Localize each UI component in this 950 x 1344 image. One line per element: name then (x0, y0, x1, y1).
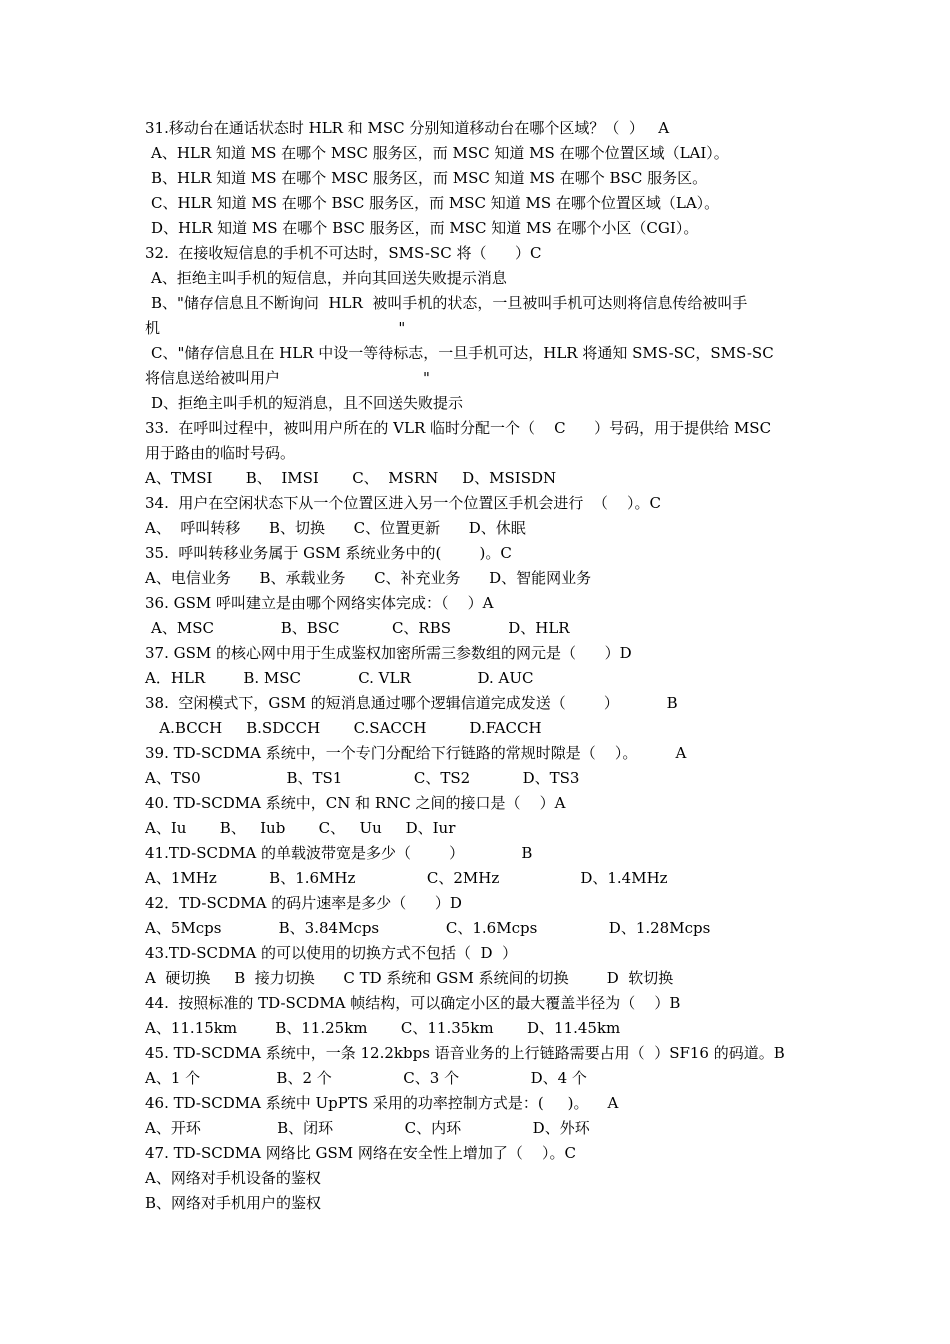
question-31: 31.移动台在通话状态时 HLR 和 MSC 分别知道移动台在哪个区域？（ ） A (145, 119, 670, 137)
option-line: D、拒绝主叫手机的短消息，且不回送失败提示 (151, 394, 464, 412)
question-37: 37. GSM 的核心网中用于生成鉴权加密所需三参数组的网元是（ ）D (145, 644, 632, 662)
options-row: A、电信业务 B、承载业务 C、补充业务 D、智能网业务 (145, 569, 592, 587)
options-row: A 硬切换 B 接力切换 C TD 系统和 GSM 系统间的切换 D 软切换 (145, 969, 674, 987)
options-row: A．HLR B. MSC C. VLR D. AUC (145, 669, 534, 687)
options-row: A、11.15km B、11.25km C、11.35km D、11.45km (145, 1019, 621, 1037)
question-33: 33. 在呼叫过程中，被叫用户所在的 VLR 临时分配一个（ C ）号码，用于提供给 MSC (145, 419, 772, 437)
option-line: A、HLR 知道 MS 在哪个 MSC 服务区，而 MSC 知道 MS 在哪个位置区域（LAI）。 (151, 144, 729, 162)
options-row: A、1 个 B、2 个 C、3 个 D、4 个 (145, 1069, 587, 1087)
option-line-continued: 将信息送给被叫用户 " (145, 369, 430, 387)
option-line: C、HLR 知道 MS 在哪个 BSC 服务区，而 MSC 知道 MS 在哪个位置区域（LA）。 (151, 194, 720, 212)
options-row: A、TS0 B、TS1 C、TS2 D、TS3 (145, 769, 580, 787)
option-line: B、网络对手机用户的鉴权 (145, 1194, 322, 1212)
options-row: A、1MHz B、1.6MHz C、2MHz D、1.4MHz (145, 869, 668, 887)
options-row: A.BCCH B.SDCCH C.SACCH D.FACCH (145, 719, 542, 737)
option-line-continued: 机 " (145, 319, 406, 337)
options-row: A、Iu B、 Iub C、 Uu D、Iur (145, 819, 456, 837)
question-43: 43.TD-SCDMA 的可以使用的切换方式不包括（ D ） (145, 944, 518, 962)
options-row: A、TMSI B、 IMSI C、 MSRN D、MSISDN (145, 469, 557, 487)
option-line: A、网络对手机设备的鉴权 (145, 1169, 321, 1187)
options-row: A、5Mcps B、3.84Mcps C、1.6Mcps D、1.28Mcps (145, 919, 711, 937)
question-36: 36. GSM 呼叫建立是由哪个网络实体完成：（ ）A (145, 594, 494, 612)
options-row: A、开环 B、闭环 C、内环 D、外环 (145, 1119, 590, 1137)
question-34: 34. 用户在空闲状态下从一个位置区进入另一个位置区手机会进行 （ ）。C (145, 494, 661, 512)
question-33-continued: 用于路由的临时号码。 (145, 444, 296, 462)
question-47: 47. TD-SCDMA 网络比 GSM 网络在安全性上增加了（ ）。C (145, 1144, 576, 1162)
question-38: 38. 空闲模式下，GSM 的短消息通过哪个逻辑信道完成发送（ ） B (145, 694, 678, 712)
question-32: 32. 在接收短信息的手机不可达时，SMS-SC 将（ ）C (145, 244, 542, 262)
option-line: C、"储存信息且在 HLR 中设一等待标志，一旦手机可达，HLR 将通知 SMS-SC，SMS-SC (151, 344, 774, 362)
option-line: A、拒绝主叫手机的短信息，并向其回送失败提示消息 (151, 269, 507, 287)
question-35: 35. 呼叫转移业务属于 GSM 系统业务中的( )。C (145, 544, 512, 562)
option-line: D、HLR 知道 MS 在哪个 BSC 服务区，而 MSC 知道 MS 在哪个小区（CGI）。 (151, 219, 699, 237)
options-row: A、 呼叫转移 B、切换 C、位置更新 D、休眠 (145, 519, 526, 537)
question-45: 45. TD-SCDMA 系统中，一条 12.2kbps 语音业务的上行链路需要占用（ ）SF16 的码道。B (145, 1044, 785, 1062)
question-44: 44. 按照标准的 TD-SCDMA 帧结构，可以确定小区的最大覆盖半径为（ ）B (145, 994, 681, 1012)
question-46: 46. TD-SCDMA 系统中 UpPTS 采用的功率控制方式是：( )。 A (145, 1094, 619, 1112)
question-40: 40. TD-SCDMA 系统中，CN 和 RNC 之间的接口是（ ）A (145, 794, 566, 812)
option-line: B、HLR 知道 MS 在哪个 MSC 服务区，而 MSC 知道 MS 在哪个 BSC 服务区。 (151, 169, 708, 187)
question-42: 42．TD-SCDMA 的码片速率是多少（ ）D (145, 894, 462, 912)
options-row: A、MSC B、BSC C、RBS D、HLR (151, 619, 570, 637)
option-line: B、"储存信息且不断询问 HLR 被叫手机的状态，一旦被叫手机可达则将信息传给被叫手 (151, 294, 748, 312)
question-39: 39. TD-SCDMA 系统中，一个专门分配给下行链路的常规时隙是（ ）。 A (145, 744, 687, 762)
question-41: 41.TD-SCDMA 的单载波带宽是多少（ ） B (145, 844, 533, 862)
